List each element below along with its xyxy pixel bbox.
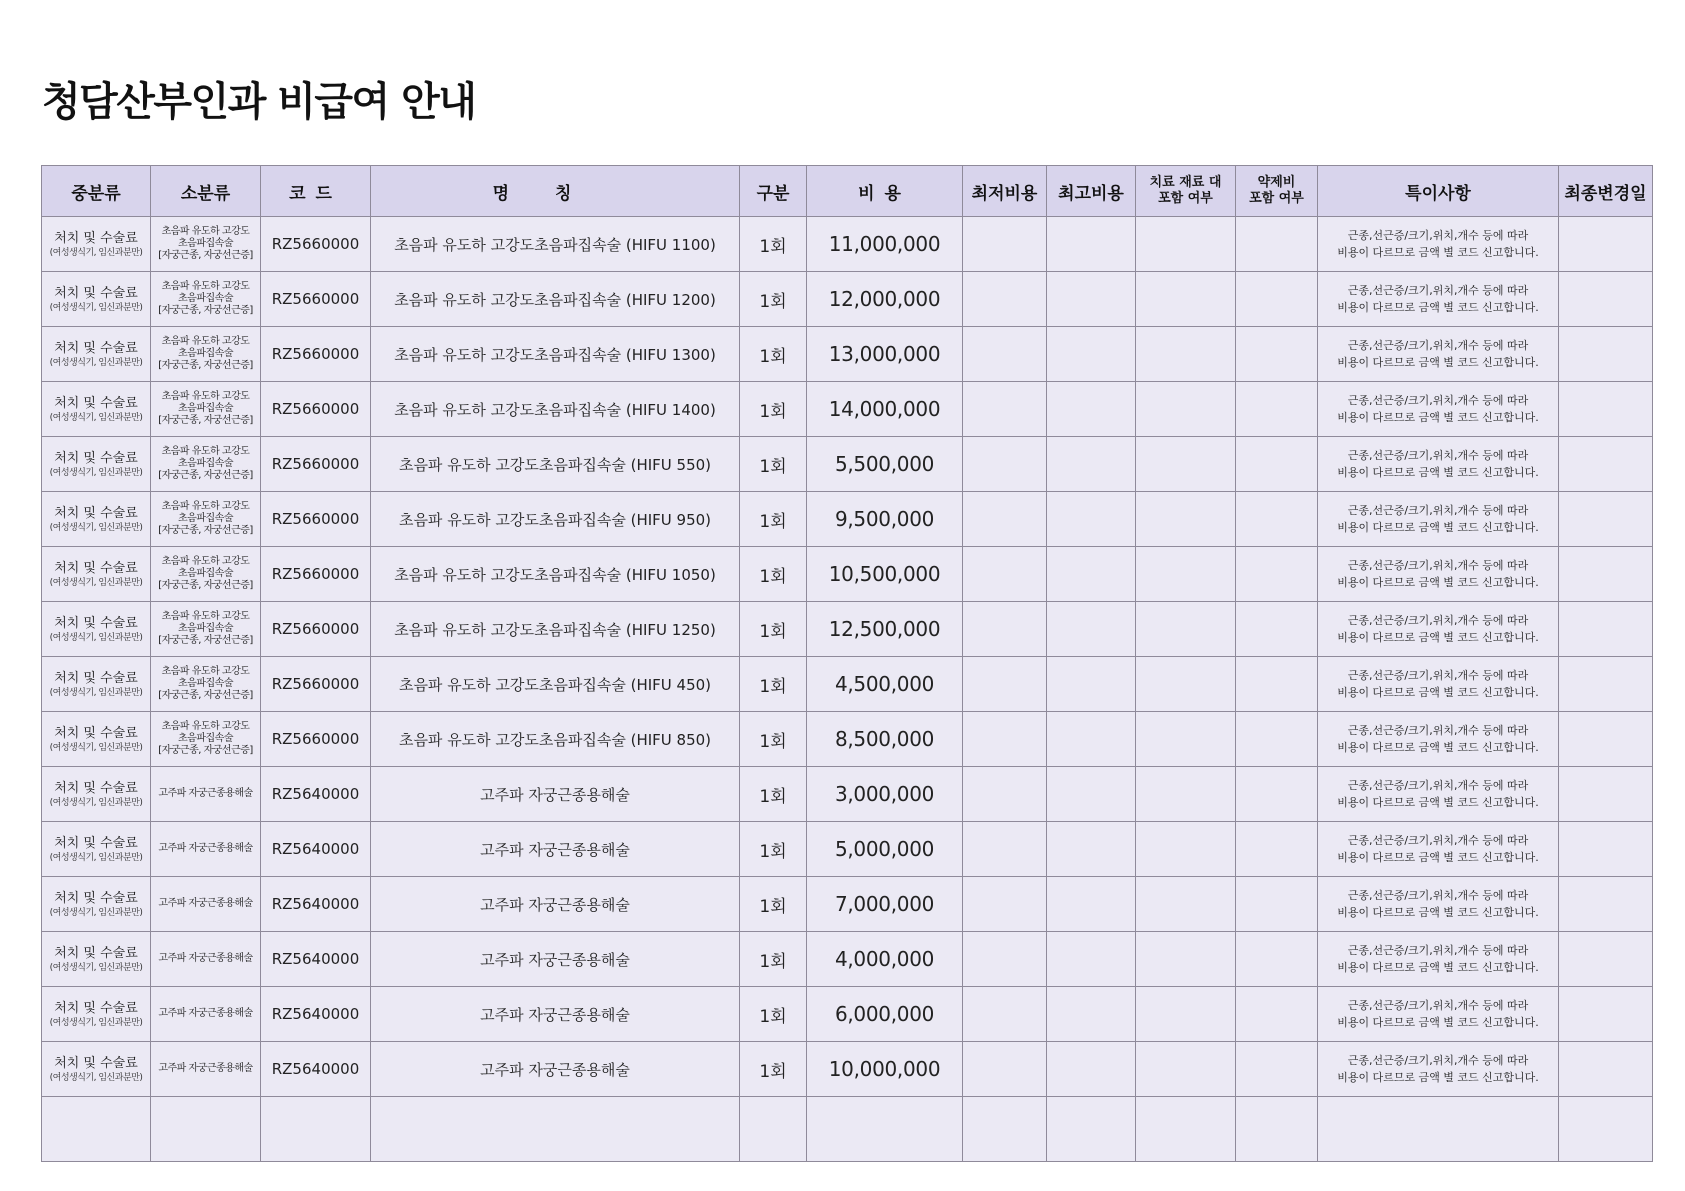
mid-category-cell [42,1042,151,1097]
table-row [42,822,1653,877]
name-cell: 초음파 유도하 고강도초음파집속술 (HIFU 950) [371,492,740,547]
mid-category-detail: (여성생식기, 임신과분만) [49,852,143,863]
mid-category-cell [42,437,151,492]
table-row [42,602,1653,657]
last-modified-cell [1559,492,1653,547]
material-included-cell [1136,327,1236,382]
sub-category-cell: 초음파 유도하 고강도 초음파집속술 [자궁근종, 자궁선근증] [151,272,261,327]
mid-category-label: 처치 및 수술료 [54,395,138,411]
name-cell: 고주파 자궁근종용해술 [371,822,740,877]
notes-cell: 근종,선근증/크기,위치,개수 등에 따라 비용이 다르므로 금액 별 코드 신고합니다. [1318,877,1559,932]
mid-category-detail: (여성생식기, 임신과분만) [49,302,143,313]
name-cell: 초음파 유도하 고강도초음파집속술 (HIFU 550) [371,437,740,492]
min-price-cell [963,437,1047,492]
mid-category-cell [42,217,151,272]
sub-category-cell: 고주파 자궁근종용해술 [151,877,261,932]
unit-cell: 1회 [740,602,807,657]
empty-table-row [42,1097,1653,1162]
mid-category-label: 처치 및 수술료 [54,560,138,576]
max-price-cell [1047,382,1136,437]
price-cell: 10,500,000 [807,547,963,602]
sub-category-cell: 초음파 유도하 고강도 초음파집속술 [자궁근종, 자궁선근증] [151,437,261,492]
name-cell: 고주파 자궁근종용해술 [371,932,740,987]
sub-category-cell: 초음파 유도하 고강도 초음파집속술 [자궁근종, 자궁선근증] [151,547,261,602]
name-cell: 고주파 자궁근종용해술 [371,877,740,932]
mid-category-label: 처치 및 수술료 [54,890,138,906]
unit-cell: 1회 [740,987,807,1042]
sub-category-cell: 초음파 유도하 고강도 초음파집속술 [자궁근종, 자궁선근증] [151,382,261,437]
code-cell: RZ5660000 [261,547,371,602]
sub-category-cell: 초음파 유도하 고강도 초음파집속술 [자궁근종, 자궁선근증] [151,712,261,767]
min-price-cell [963,327,1047,382]
header-drug-included: 약제비 포함 여부 [1236,166,1318,217]
notes-cell: 근종,선근증/크기,위치,개수 등에 따라 비용이 다르므로 금액 별 코드 신고합니다. [1318,712,1559,767]
name-cell: 초음파 유도하 고강도초음파집속술 (HIFU 850) [371,712,740,767]
mid-category-cell [42,932,151,987]
mid-category-cell [42,492,151,547]
empty-cell [1236,1097,1318,1162]
drug-included-cell [1236,547,1318,602]
table-row [42,1042,1653,1097]
min-price-cell [963,547,1047,602]
notes-cell: 근종,선근증/크기,위치,개수 등에 따라 비용이 다르므로 금액 별 코드 신고합니다. [1318,327,1559,382]
mid-category-detail: (여성생식기, 임신과분만) [49,1017,143,1028]
drug-included-cell [1236,932,1318,987]
last-modified-cell [1559,987,1653,1042]
mid-category-label: 처치 및 수술료 [54,780,138,796]
min-price-cell [963,657,1047,712]
mid-category-label: 처치 및 수술료 [54,285,138,301]
price-cell: 14,000,000 [807,382,963,437]
empty-cell [1559,1097,1653,1162]
code-cell: RZ5640000 [261,987,371,1042]
price-cell: 12,000,000 [807,272,963,327]
notes-cell: 근종,선근증/크기,위치,개수 등에 따라 비용이 다르므로 금액 별 코드 신고합니다. [1318,987,1559,1042]
price-cell: 12,500,000 [807,602,963,657]
min-price-cell [963,1042,1047,1097]
mid-category-detail: (여성생식기, 임신과분만) [49,687,143,698]
mid-category-detail: (여성생식기, 임신과분만) [49,522,143,533]
empty-cell [261,1097,371,1162]
drug-included-cell [1236,217,1318,272]
price-cell: 13,000,000 [807,327,963,382]
mid-category-label: 처치 및 수술료 [54,1000,138,1016]
notes-cell: 근종,선근증/크기,위치,개수 등에 따라 비용이 다르므로 금액 별 코드 신고합니다. [1318,767,1559,822]
mid-category-detail: (여성생식기, 임신과분만) [49,962,143,973]
notes-cell: 근종,선근증/크기,위치,개수 등에 따라 비용이 다르므로 금액 별 코드 신고합니다. [1318,602,1559,657]
sub-category-cell: 고주파 자궁근종용해술 [151,932,261,987]
mid-category-cell [42,767,151,822]
empty-cell [963,1097,1047,1162]
drug-included-cell [1236,437,1318,492]
mid-category-cell [42,547,151,602]
material-included-cell [1136,657,1236,712]
material-included-cell [1136,822,1236,877]
sub-category-cell: 초음파 유도하 고강도 초음파집속술 [자궁근종, 자궁선근증] [151,602,261,657]
code-cell: RZ5640000 [261,822,371,877]
unit-cell: 1회 [740,1042,807,1097]
mid-category-detail: (여성생식기, 임신과분만) [49,632,143,643]
min-price-cell [963,767,1047,822]
header-last-modified: 최종변경일 [1559,166,1653,217]
notes-cell: 근종,선근증/크기,위치,개수 등에 따라 비용이 다르므로 금액 별 코드 신고합니다. [1318,657,1559,712]
max-price-cell [1047,1042,1136,1097]
mid-category-label: 처치 및 수술료 [54,835,138,851]
notes-cell: 근종,선근증/크기,위치,개수 등에 따라 비용이 다르므로 금액 별 코드 신고합니다. [1318,1042,1559,1097]
price-cell: 11,000,000 [807,217,963,272]
mid-category-detail: (여성생식기, 임신과분만) [49,1072,143,1083]
price-cell: 4,000,000 [807,932,963,987]
max-price-cell [1047,327,1136,382]
mid-category-cell [42,602,151,657]
table-row [42,382,1653,437]
notes-cell: 근종,선근증/크기,위치,개수 등에 따라 비용이 다르므로 금액 별 코드 신고합니다. [1318,382,1559,437]
last-modified-cell [1559,437,1653,492]
material-included-cell [1136,547,1236,602]
sub-category-cell: 고주파 자궁근종용해술 [151,822,261,877]
mid-category-detail: (여성생식기, 임신과분만) [49,357,143,368]
last-modified-cell [1559,767,1653,822]
sub-category-cell: 초음파 유도하 고강도 초음파집속술 [자궁근종, 자궁선근증] [151,492,261,547]
table-row [42,767,1653,822]
fee-table [41,165,1653,1162]
min-price-cell [963,272,1047,327]
table-row [42,327,1653,382]
sub-category-cell: 고주파 자궁근종용해술 [151,767,261,822]
drug-included-cell [1236,492,1318,547]
notes-cell: 근종,선근증/크기,위치,개수 등에 따라 비용이 다르므로 금액 별 코드 신고합니다. [1318,217,1559,272]
last-modified-cell [1559,382,1653,437]
last-modified-cell [1559,547,1653,602]
last-modified-cell [1559,657,1653,712]
min-price-cell [963,382,1047,437]
price-cell: 8,500,000 [807,712,963,767]
unit-cell: 1회 [740,822,807,877]
mid-category-cell [42,712,151,767]
name-cell: 초음파 유도하 고강도초음파집속술 (HIFU 1200) [371,272,740,327]
mid-category-cell [42,327,151,382]
code-cell: RZ5660000 [261,492,371,547]
code-cell: RZ5660000 [261,437,371,492]
unit-cell: 1회 [740,712,807,767]
max-price-cell [1047,877,1136,932]
table-header [42,166,1653,217]
code-cell: RZ5640000 [261,767,371,822]
min-price-cell [963,932,1047,987]
material-included-cell [1136,602,1236,657]
price-cell: 5,000,000 [807,822,963,877]
empty-cell [371,1097,740,1162]
max-price-cell [1047,767,1136,822]
last-modified-cell [1559,327,1653,382]
sub-category-cell: 초음파 유도하 고강도 초음파집속술 [자궁근종, 자궁선근증] [151,217,261,272]
material-included-cell [1136,217,1236,272]
mid-category-detail: (여성생식기, 임신과분만) [49,742,143,753]
drug-included-cell [1236,382,1318,437]
code-cell: RZ5660000 [261,657,371,712]
mid-category-cell [42,657,151,712]
notes-cell: 근종,선근증/크기,위치,개수 등에 따라 비용이 다르므로 금액 별 코드 신고합니다. [1318,822,1559,877]
min-price-cell [963,602,1047,657]
max-price-cell [1047,712,1136,767]
sub-category-cell: 고주파 자궁근종용해술 [151,987,261,1042]
unit-cell: 1회 [740,437,807,492]
name-cell: 고주파 자궁근종용해술 [371,987,740,1042]
empty-cell [1136,1097,1236,1162]
code-cell: RZ5640000 [261,932,371,987]
drug-included-cell [1236,767,1318,822]
mid-category-cell [42,272,151,327]
max-price-cell [1047,602,1136,657]
material-included-cell [1136,1042,1236,1097]
min-price-cell [963,822,1047,877]
mid-category-label: 처치 및 수술료 [54,1055,138,1071]
min-price-cell [963,712,1047,767]
mid-category-cell [42,382,151,437]
max-price-cell [1047,492,1136,547]
empty-cell [740,1097,807,1162]
price-cell: 6,000,000 [807,987,963,1042]
last-modified-cell [1559,602,1653,657]
drug-included-cell [1236,877,1318,932]
table-row [42,437,1653,492]
last-modified-cell [1559,712,1653,767]
sub-category-cell: 초음파 유도하 고강도 초음파집속술 [자궁근종, 자궁선근증] [151,657,261,712]
header-material-included: 치료 재료 대 포함 여부 [1136,166,1236,217]
max-price-cell [1047,437,1136,492]
unit-cell: 1회 [740,272,807,327]
material-included-cell [1136,437,1236,492]
drug-included-cell [1236,987,1318,1042]
name-cell: 초음파 유도하 고강도초음파집속술 (HIFU 1250) [371,602,740,657]
max-price-cell [1047,822,1136,877]
min-price-cell [963,492,1047,547]
unit-cell: 1회 [740,492,807,547]
mid-category-label: 처치 및 수술료 [54,670,138,686]
name-cell: 고주파 자궁근종용해술 [371,767,740,822]
max-price-cell [1047,217,1136,272]
price-cell: 4,500,000 [807,657,963,712]
empty-cell [807,1097,963,1162]
material-included-cell [1136,492,1236,547]
table-row [42,272,1653,327]
mid-category-label: 처치 및 수술료 [54,945,138,961]
header-price: 비용 [807,166,963,217]
notes-cell: 근종,선근증/크기,위치,개수 등에 따라 비용이 다르므로 금액 별 코드 신고합니다. [1318,932,1559,987]
max-price-cell [1047,657,1136,712]
price-cell: 3,000,000 [807,767,963,822]
material-included-cell [1136,272,1236,327]
last-modified-cell [1559,217,1653,272]
min-price-cell [963,877,1047,932]
empty-cell [42,1097,151,1162]
max-price-cell [1047,987,1136,1042]
unit-cell: 1회 [740,657,807,712]
price-cell: 10,000,000 [807,1042,963,1097]
sub-category-cell: 초음파 유도하 고강도 초음파집속술 [자궁근종, 자궁선근증] [151,327,261,382]
mid-category-detail: (여성생식기, 임신과분만) [49,247,143,258]
min-price-cell [963,217,1047,272]
empty-cell [1318,1097,1559,1162]
code-cell: RZ5660000 [261,327,371,382]
mid-category-label: 처치 및 수술료 [54,725,138,741]
min-price-cell [963,987,1047,1042]
header-notes: 특이사항 [1318,166,1559,217]
empty-cell [151,1097,261,1162]
unit-cell: 1회 [740,382,807,437]
code-cell: RZ5640000 [261,877,371,932]
mid-category-label: 처치 및 수술료 [54,230,138,246]
table-body [42,217,1653,1162]
header-row [42,166,1653,217]
max-price-cell [1047,932,1136,987]
last-modified-cell [1559,932,1653,987]
last-modified-cell [1559,272,1653,327]
header-max-price: 최고비용 [1047,166,1136,217]
material-included-cell [1136,767,1236,822]
mid-category-detail: (여성생식기, 임신과분만) [49,577,143,588]
price-cell: 7,000,000 [807,877,963,932]
drug-included-cell [1236,602,1318,657]
last-modified-cell [1559,877,1653,932]
unit-cell: 1회 [740,217,807,272]
mid-category-detail: (여성생식기, 임신과분만) [49,412,143,423]
name-cell: 고주파 자궁근종용해술 [371,1042,740,1097]
drug-included-cell [1236,657,1318,712]
name-cell: 초음파 유도하 고강도초음파집속술 (HIFU 1050) [371,547,740,602]
sub-category-cell: 고주파 자궁근종용해술 [151,1042,261,1097]
table-row [42,657,1653,712]
max-price-cell [1047,272,1136,327]
unit-cell: 1회 [740,327,807,382]
notes-cell: 근종,선근증/크기,위치,개수 등에 따라 비용이 다르므로 금액 별 코드 신고합니다. [1318,437,1559,492]
header-min-price: 최저비용 [963,166,1047,217]
material-included-cell [1136,987,1236,1042]
name-cell: 초음파 유도하 고강도초음파집속술 (HIFU 1300) [371,327,740,382]
mid-category-cell [42,987,151,1042]
mid-category-detail: (여성생식기, 임신과분만) [49,907,143,918]
name-cell: 초음파 유도하 고강도초음파집속술 (HIFU 1400) [371,382,740,437]
table-row [42,492,1653,547]
code-cell: RZ5660000 [261,382,371,437]
header-name: 명칭 [371,166,740,217]
max-price-cell [1047,547,1136,602]
last-modified-cell [1559,822,1653,877]
mid-category-cell [42,877,151,932]
mid-category-detail: (여성생식기, 임신과분만) [49,467,143,478]
code-cell: RZ5660000 [261,712,371,767]
material-included-cell [1136,877,1236,932]
drug-included-cell [1236,272,1318,327]
page-title: 청담산부인과 비급여 안내 [42,79,476,125]
unit-cell: 1회 [740,767,807,822]
table-row [42,987,1653,1042]
header-unit: 구분 [740,166,807,217]
header-code: 코드 [261,166,371,217]
material-included-cell [1136,932,1236,987]
table-row [42,877,1653,932]
drug-included-cell [1236,1042,1318,1097]
code-cell: RZ5660000 [261,602,371,657]
last-modified-cell [1559,1042,1653,1097]
price-cell: 5,500,000 [807,437,963,492]
table-row [42,547,1653,602]
unit-cell: 1회 [740,932,807,987]
unit-cell: 1회 [740,877,807,932]
notes-cell: 근종,선근증/크기,위치,개수 등에 따라 비용이 다르므로 금액 별 코드 신고합니다. [1318,272,1559,327]
table-row [42,217,1653,272]
table-row [42,712,1653,767]
header-mid-category: 중분류 [42,166,151,217]
mid-category-label: 처치 및 수술료 [54,615,138,631]
material-included-cell [1136,382,1236,437]
code-cell: RZ5660000 [261,272,371,327]
price-cell: 9,500,000 [807,492,963,547]
material-included-cell [1136,712,1236,767]
unit-cell: 1회 [740,547,807,602]
notes-cell: 근종,선근증/크기,위치,개수 등에 따라 비용이 다르므로 금액 별 코드 신고합니다. [1318,492,1559,547]
name-cell: 초음파 유도하 고강도초음파집속술 (HIFU 1100) [371,217,740,272]
drug-included-cell [1236,327,1318,382]
drug-included-cell [1236,822,1318,877]
code-cell: RZ5660000 [261,217,371,272]
mid-category-label: 처치 및 수술료 [54,505,138,521]
header-sub-category: 소분류 [151,166,261,217]
mid-category-label: 처치 및 수술료 [54,340,138,356]
drug-included-cell [1236,712,1318,767]
empty-cell [1047,1097,1136,1162]
mid-category-label: 처치 및 수술료 [54,450,138,466]
notes-cell: 근종,선근증/크기,위치,개수 등에 따라 비용이 다르므로 금액 별 코드 신고합니다. [1318,547,1559,602]
mid-category-detail: (여성생식기, 임신과분만) [49,797,143,808]
table-row [42,932,1653,987]
mid-category-cell [42,822,151,877]
code-cell: RZ5640000 [261,1042,371,1097]
name-cell: 초음파 유도하 고강도초음파집속술 (HIFU 450) [371,657,740,712]
